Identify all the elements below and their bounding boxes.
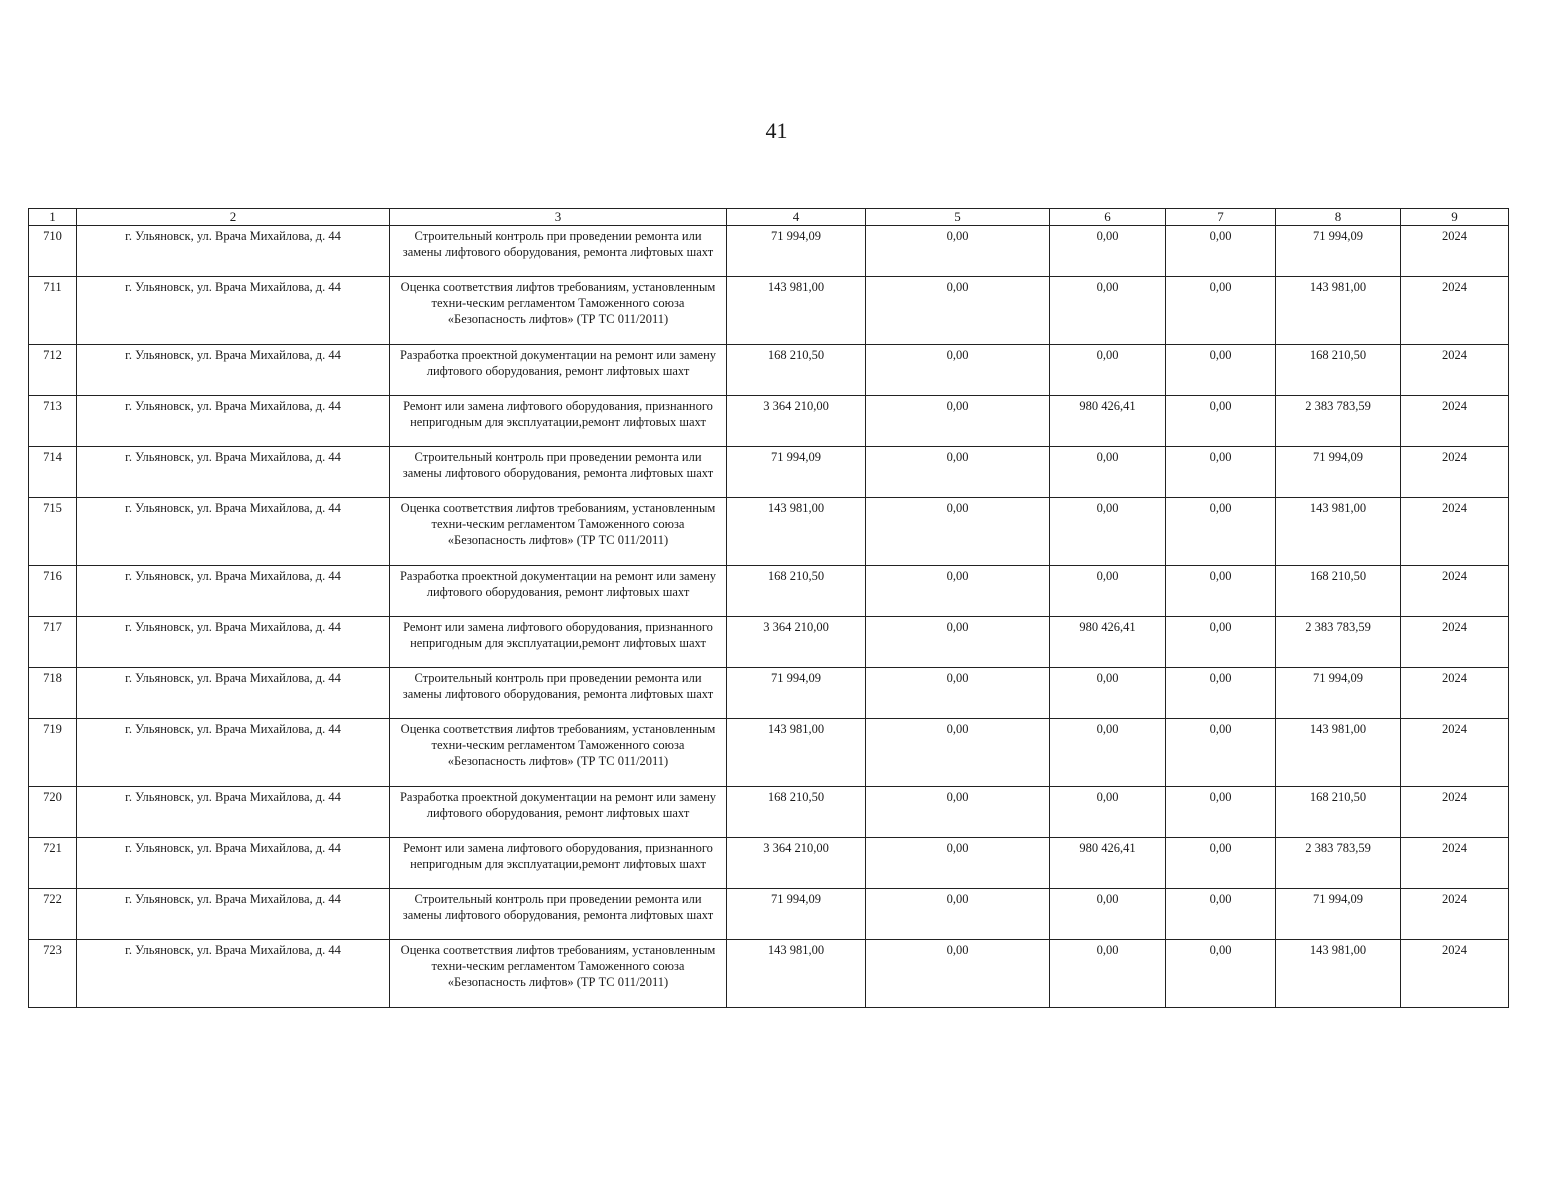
cost-total-cell: 3 364 210,00 [727, 617, 866, 668]
cost-total-cell: 143 981,00 [727, 719, 866, 787]
column-6-cell: 0,00 [1050, 345, 1166, 396]
row-number: 718 [29, 668, 77, 719]
column-7-cell: 0,00 [1166, 277, 1276, 345]
column-8-cell: 71 994,09 [1276, 226, 1401, 277]
year-cell: 2024 [1401, 447, 1509, 498]
column-6-cell: 980 426,41 [1050, 838, 1166, 889]
column-5-cell: 0,00 [866, 668, 1050, 719]
cost-total-cell: 3 364 210,00 [727, 838, 866, 889]
column-header: 9 [1401, 209, 1509, 226]
column-5-cell: 0,00 [866, 226, 1050, 277]
column-7-cell: 0,00 [1166, 940, 1276, 1008]
year-cell: 2024 [1401, 277, 1509, 345]
table-row [29, 719, 1509, 787]
row-number: 714 [29, 447, 77, 498]
row-number: 712 [29, 345, 77, 396]
column-5-cell: 0,00 [866, 889, 1050, 940]
year-cell: 2024 [1401, 617, 1509, 668]
column-6-cell: 0,00 [1050, 566, 1166, 617]
work-type-cell: Оценка соответствия лифтов требованиям, установленным техни-ческим регламентом Таможенного союза «Безопасность лифтов» (ТР ТС 011/2011) [390, 940, 727, 1008]
column-8-cell: 143 981,00 [1276, 277, 1401, 345]
cost-total-cell: 71 994,09 [727, 668, 866, 719]
row-number: 722 [29, 889, 77, 940]
column-5-cell: 0,00 [866, 566, 1050, 617]
column-8-cell: 71 994,09 [1276, 668, 1401, 719]
column-7-cell: 0,00 [1166, 396, 1276, 447]
column-7-cell: 0,00 [1166, 719, 1276, 787]
table-row [29, 940, 1509, 1008]
row-number: 713 [29, 396, 77, 447]
year-cell: 2024 [1401, 940, 1509, 1008]
year-cell: 2024 [1401, 396, 1509, 447]
address-cell: г. Ульяновск, ул. Врача Михайлова, д. 44 [77, 566, 390, 617]
column-6-cell: 980 426,41 [1050, 617, 1166, 668]
column-7-cell: 0,00 [1166, 345, 1276, 396]
table-row [29, 345, 1509, 396]
table-row [29, 396, 1509, 447]
work-type-cell: Ремонт или замена лифтового оборудования, признанного непригодным для эксплуатации,ремонт лифтовых шахт [390, 617, 727, 668]
address-cell: г. Ульяновск, ул. Врача Михайлова, д. 44 [77, 838, 390, 889]
column-5-cell: 0,00 [866, 396, 1050, 447]
table-row [29, 226, 1509, 277]
year-cell: 2024 [1401, 498, 1509, 566]
column-8-cell: 168 210,50 [1276, 566, 1401, 617]
table-row [29, 889, 1509, 940]
table-row [29, 447, 1509, 498]
year-cell: 2024 [1401, 787, 1509, 838]
column-5-cell: 0,00 [866, 787, 1050, 838]
column-7-cell: 0,00 [1166, 889, 1276, 940]
table-row [29, 787, 1509, 838]
address-cell: г. Ульяновск, ул. Врача Михайлова, д. 44 [77, 277, 390, 345]
column-6-cell: 0,00 [1050, 668, 1166, 719]
column-6-cell: 0,00 [1050, 226, 1166, 277]
address-cell: г. Ульяновск, ул. Врача Михайлова, д. 44 [77, 447, 390, 498]
work-type-cell: Разработка проектной документации на ремонт или замену лифтового оборудования, ремонт лифтовых шахт [390, 566, 727, 617]
header-row [29, 209, 1509, 226]
cost-total-cell: 143 981,00 [727, 940, 866, 1008]
column-6-cell: 0,00 [1050, 447, 1166, 498]
row-number: 716 [29, 566, 77, 617]
table-row [29, 668, 1509, 719]
cost-total-cell: 71 994,09 [727, 889, 866, 940]
column-5-cell: 0,00 [866, 940, 1050, 1008]
address-cell: г. Ульяновск, ул. Врача Михайлова, д. 44 [77, 787, 390, 838]
page-number: 41 [765, 118, 788, 143]
address-cell: г. Ульяновск, ул. Врача Михайлова, д. 44 [77, 617, 390, 668]
work-type-cell: Ремонт или замена лифтового оборудования, признанного непригодным для эксплуатации,ремонт лифтовых шахт [390, 838, 727, 889]
address-cell: г. Ульяновск, ул. Врача Михайлова, д. 44 [77, 226, 390, 277]
year-cell: 2024 [1401, 719, 1509, 787]
column-7-cell: 0,00 [1166, 668, 1276, 719]
column-7-cell: 0,00 [1166, 226, 1276, 277]
column-5-cell: 0,00 [866, 345, 1050, 396]
column-header: 2 [77, 209, 390, 226]
column-header: 8 [1276, 209, 1401, 226]
address-cell: г. Ульяновск, ул. Врача Михайлова, д. 44 [77, 668, 390, 719]
cost-total-cell: 3 364 210,00 [727, 396, 866, 447]
work-type-cell: Строительный контроль при проведении ремонта или замены лифтового оборудования, ремонта лифтовых шахт [390, 447, 727, 498]
column-6-cell: 0,00 [1050, 787, 1166, 838]
work-type-cell: Строительный контроль при проведении ремонта или замены лифтового оборудования, ремонта лифтовых шахт [390, 226, 727, 277]
address-cell: г. Ульяновск, ул. Врача Михайлова, д. 44 [77, 889, 390, 940]
table-row [29, 566, 1509, 617]
table-row [29, 617, 1509, 668]
cost-total-cell: 168 210,50 [727, 345, 866, 396]
column-8-cell: 2 383 783,59 [1276, 838, 1401, 889]
column-7-cell: 0,00 [1166, 447, 1276, 498]
table-row [29, 498, 1509, 566]
column-7-cell: 0,00 [1166, 566, 1276, 617]
column-5-cell: 0,00 [866, 719, 1050, 787]
address-cell: г. Ульяновск, ул. Врача Михайлова, д. 44 [77, 719, 390, 787]
address-cell: г. Ульяновск, ул. Врача Михайлова, д. 44 [77, 345, 390, 396]
row-number: 715 [29, 498, 77, 566]
work-type-cell: Разработка проектной документации на ремонт или замену лифтового оборудования, ремонт лифтовых шахт [390, 787, 727, 838]
column-5-cell: 0,00 [866, 838, 1050, 889]
work-type-cell: Оценка соответствия лифтов требованиям, установленным техни-ческим регламентом Таможенного союза «Безопасность лифтов» (ТР ТС 011/2011) [390, 719, 727, 787]
column-5-cell: 0,00 [866, 498, 1050, 566]
year-cell: 2024 [1401, 838, 1509, 889]
row-number: 720 [29, 787, 77, 838]
work-type-cell: Оценка соответствия лифтов требованиям, установленным техни-ческим регламентом Таможенного союза «Безопасность лифтов» (ТР ТС 011/2011) [390, 498, 727, 566]
row-number: 717 [29, 617, 77, 668]
column-8-cell: 143 981,00 [1276, 719, 1401, 787]
column-8-cell: 168 210,50 [1276, 787, 1401, 838]
column-8-cell: 2 383 783,59 [1276, 396, 1401, 447]
column-header: 1 [29, 209, 77, 226]
table-row [29, 277, 1509, 345]
cost-total-cell: 143 981,00 [727, 277, 866, 345]
year-cell: 2024 [1401, 668, 1509, 719]
row-number: 721 [29, 838, 77, 889]
column-6-cell: 0,00 [1050, 889, 1166, 940]
column-5-cell: 0,00 [866, 617, 1050, 668]
column-7-cell: 0,00 [1166, 787, 1276, 838]
year-cell: 2024 [1401, 226, 1509, 277]
work-type-cell: Разработка проектной документации на ремонт или замену лифтового оборудования, ремонт лифтовых шахт [390, 345, 727, 396]
column-8-cell: 2 383 783,59 [1276, 617, 1401, 668]
column-6-cell: 0,00 [1050, 498, 1166, 566]
row-number: 710 [29, 226, 77, 277]
work-type-cell: Ремонт или замена лифтового оборудования, признанного непригодным для эксплуатации,ремонт лифтовых шахт [390, 396, 727, 447]
cost-total-cell: 143 981,00 [727, 498, 866, 566]
column-header: 4 [727, 209, 866, 226]
address-cell: г. Ульяновск, ул. Врача Михайлова, д. 44 [77, 396, 390, 447]
work-type-cell: Строительный контроль при проведении ремонта или замены лифтового оборудования, ремонта лифтовых шахт [390, 668, 727, 719]
row-number: 711 [29, 277, 77, 345]
column-8-cell: 168 210,50 [1276, 345, 1401, 396]
work-type-cell: Оценка соответствия лифтов требованиям, установленным техни-ческим регламентом Таможенного союза «Безопасность лифтов» (ТР ТС 011/2011) [390, 277, 727, 345]
column-7-cell: 0,00 [1166, 838, 1276, 889]
year-cell: 2024 [1401, 889, 1509, 940]
column-header: 5 [866, 209, 1050, 226]
address-cell: г. Ульяновск, ул. Врача Михайлова, д. 44 [77, 940, 390, 1008]
column-8-cell: 71 994,09 [1276, 447, 1401, 498]
column-7-cell: 0,00 [1166, 498, 1276, 566]
column-6-cell: 0,00 [1050, 277, 1166, 345]
row-number: 723 [29, 940, 77, 1008]
column-5-cell: 0,00 [866, 447, 1050, 498]
cost-total-cell: 168 210,50 [727, 566, 866, 617]
column-header: 7 [1166, 209, 1276, 226]
table-row [29, 838, 1509, 889]
column-6-cell: 0,00 [1050, 719, 1166, 787]
column-8-cell: 143 981,00 [1276, 940, 1401, 1008]
cost-total-cell: 71 994,09 [727, 226, 866, 277]
cost-total-cell: 71 994,09 [727, 447, 866, 498]
column-5-cell: 0,00 [866, 277, 1050, 345]
registry-table [28, 208, 1509, 1008]
cost-total-cell: 168 210,50 [727, 787, 866, 838]
column-header: 6 [1050, 209, 1166, 226]
year-cell: 2024 [1401, 345, 1509, 396]
year-cell: 2024 [1401, 566, 1509, 617]
column-8-cell: 143 981,00 [1276, 498, 1401, 566]
row-number: 719 [29, 719, 77, 787]
work-type-cell: Строительный контроль при проведении ремонта или замены лифтового оборудования, ремонта лифтовых шахт [390, 889, 727, 940]
column-8-cell: 71 994,09 [1276, 889, 1401, 940]
column-7-cell: 0,00 [1166, 617, 1276, 668]
address-cell: г. Ульяновск, ул. Врача Михайлова, д. 44 [77, 498, 390, 566]
column-6-cell: 0,00 [1050, 940, 1166, 1008]
column-6-cell: 980 426,41 [1050, 396, 1166, 447]
column-header: 3 [390, 209, 727, 226]
